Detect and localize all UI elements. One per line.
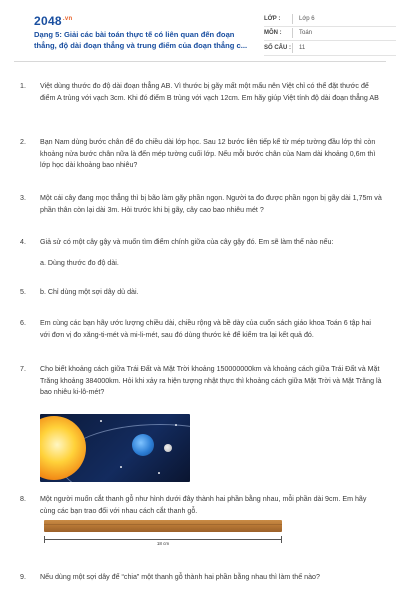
title-line-1: Dạng 5: Giải các bài toán thực tế có liên quan đến đoạn [34,30,235,39]
meta-value: 11 [299,44,306,51]
document-title [34,30,256,51]
question-8 [20,494,382,517]
question-number: 9. [20,573,26,581]
star [100,420,102,422]
meta-value: Toán [299,30,313,37]
question-text: Giả sử có một cây gậy và muốn tìm điểm chính giữa của cây gậy đó. Em sẽ làm thế nào nếu: [40,238,334,246]
question-text: Nếu dùng một sợi dây để “chia” một thanh gỗ thành hai phần bằng nhau thì làm thế nào? [40,573,320,581]
document-meta [264,12,396,56]
sun-earth-moon-illustration [40,414,190,482]
question-number: 2. [20,138,26,146]
question-7 [20,364,382,399]
meta-divider [292,14,293,24]
meta-value: Lớp 6 [299,15,315,22]
meta-divider [292,28,293,38]
meta-divider [292,43,293,53]
question-5 [20,287,382,299]
question-3 [20,193,382,216]
question-4 [20,237,382,249]
dimension-line [44,539,282,540]
meta-row-count [264,41,396,56]
meta-row-class [264,12,396,27]
question-1 [20,81,382,104]
question-number: 4. [20,238,26,246]
title-line-2: thẳng, độ dài đoạn thẳng và trung điểm của đoạn thẳng c... [34,40,248,50]
meta-label: LỚP : [264,15,281,22]
question-text: Một cái cây đang mọc thẳng thì bị bão làm gãy phần ngọn. Người ta đo được phần ngọn bị gãy dài 1,75m và phần thân còn lại dài 3m. Hỏi trước khi bị gãy, cây cao bao nhiêu mét ? [40,194,382,214]
question-2 [20,137,382,172]
meta-label: MÔN : [264,30,282,37]
question-text: Việt dùng thước đo độ dài đoạn thẳng AB. Vì thước bị gãy mất một mẩu nên Việt chỉ có thể đặt thước để điểm A trùng với vạch 3cm. Khi đó điểm B trùng với vạch 12cm. Em hãy giúp Việt tính độ dài đoạn thẳng AB [40,82,379,102]
meta-label: SỐ CÂU : [264,44,291,51]
dimension-tick-left [44,536,45,543]
meta-row-subject [264,27,396,42]
question-text: b. Chỉ dùng một sợi dây dủ dài. [40,288,139,296]
question-text: Một người muốn cắt thanh gỗ như hình dưới đây thành hai phần bằng nhau, mỗi phần dài 9cm. Em hãy cùng các bạn trao đổi với nhau cách cắt thanh gỗ. [40,495,367,515]
question-number: 3. [20,194,26,202]
question-number: 1. [20,82,26,90]
logo-text: 2048 [34,14,62,28]
stick-length-label: 18 cm [156,541,170,546]
question-number: 8. [20,495,26,503]
moon-image [164,444,172,452]
question-text: Em cùng các bạn hãy ước lượng chiều dài, chiều rộng và bề dày của cuốn sách giáo khoa Toán 6 tập hai với đơn vị đo xăng-ti-mét và mi-li-mét, sau đó dùng thước kẻ để kiểm tra lại kết quả đó. [40,319,372,339]
question-text: Bạn Nam dùng bước chân để đo chiều dài lớp học. Sau 12 bước liên tiếp kể từ mép tường đầu lớp thì còn khoảng nửa bước chân nữa là đến mép tường cuối lớp. Nếu mỗi bước chân của Nam dài khoảng 0,6m thì lớp học dài khoảng bao nhiêu? [40,138,376,169]
dimension-tick-right [281,536,282,543]
question-9 [20,572,382,584]
question-4a [20,258,382,270]
logo-tld: .vn [62,16,73,22]
question-text: a. Dùng thước đo độ dài. [40,259,119,267]
document-header [14,0,386,62]
question-number: 6. [20,319,26,327]
wooden-stick-image [44,520,282,532]
question-number: 7. [20,365,26,373]
question-6 [20,318,382,341]
site-logo[interactable] [34,14,72,28]
question-text: Cho biết khoảng cách giữa Trái Đất và Mặt Trời khoảng 150000000km và khoảng cách giữa Trái Đất và Mặt Trăng khoảng 384000km. Hỏi khi xảy ra hiện tượng nhật thực thì khoảng cách giữa Mặt Trời và Mặt Trăng là bao nhiêu ki-lô-mét? [40,365,382,396]
stick-length-dimension [44,536,282,544]
earth-image [132,434,154,456]
question-number: 5. [20,288,26,296]
